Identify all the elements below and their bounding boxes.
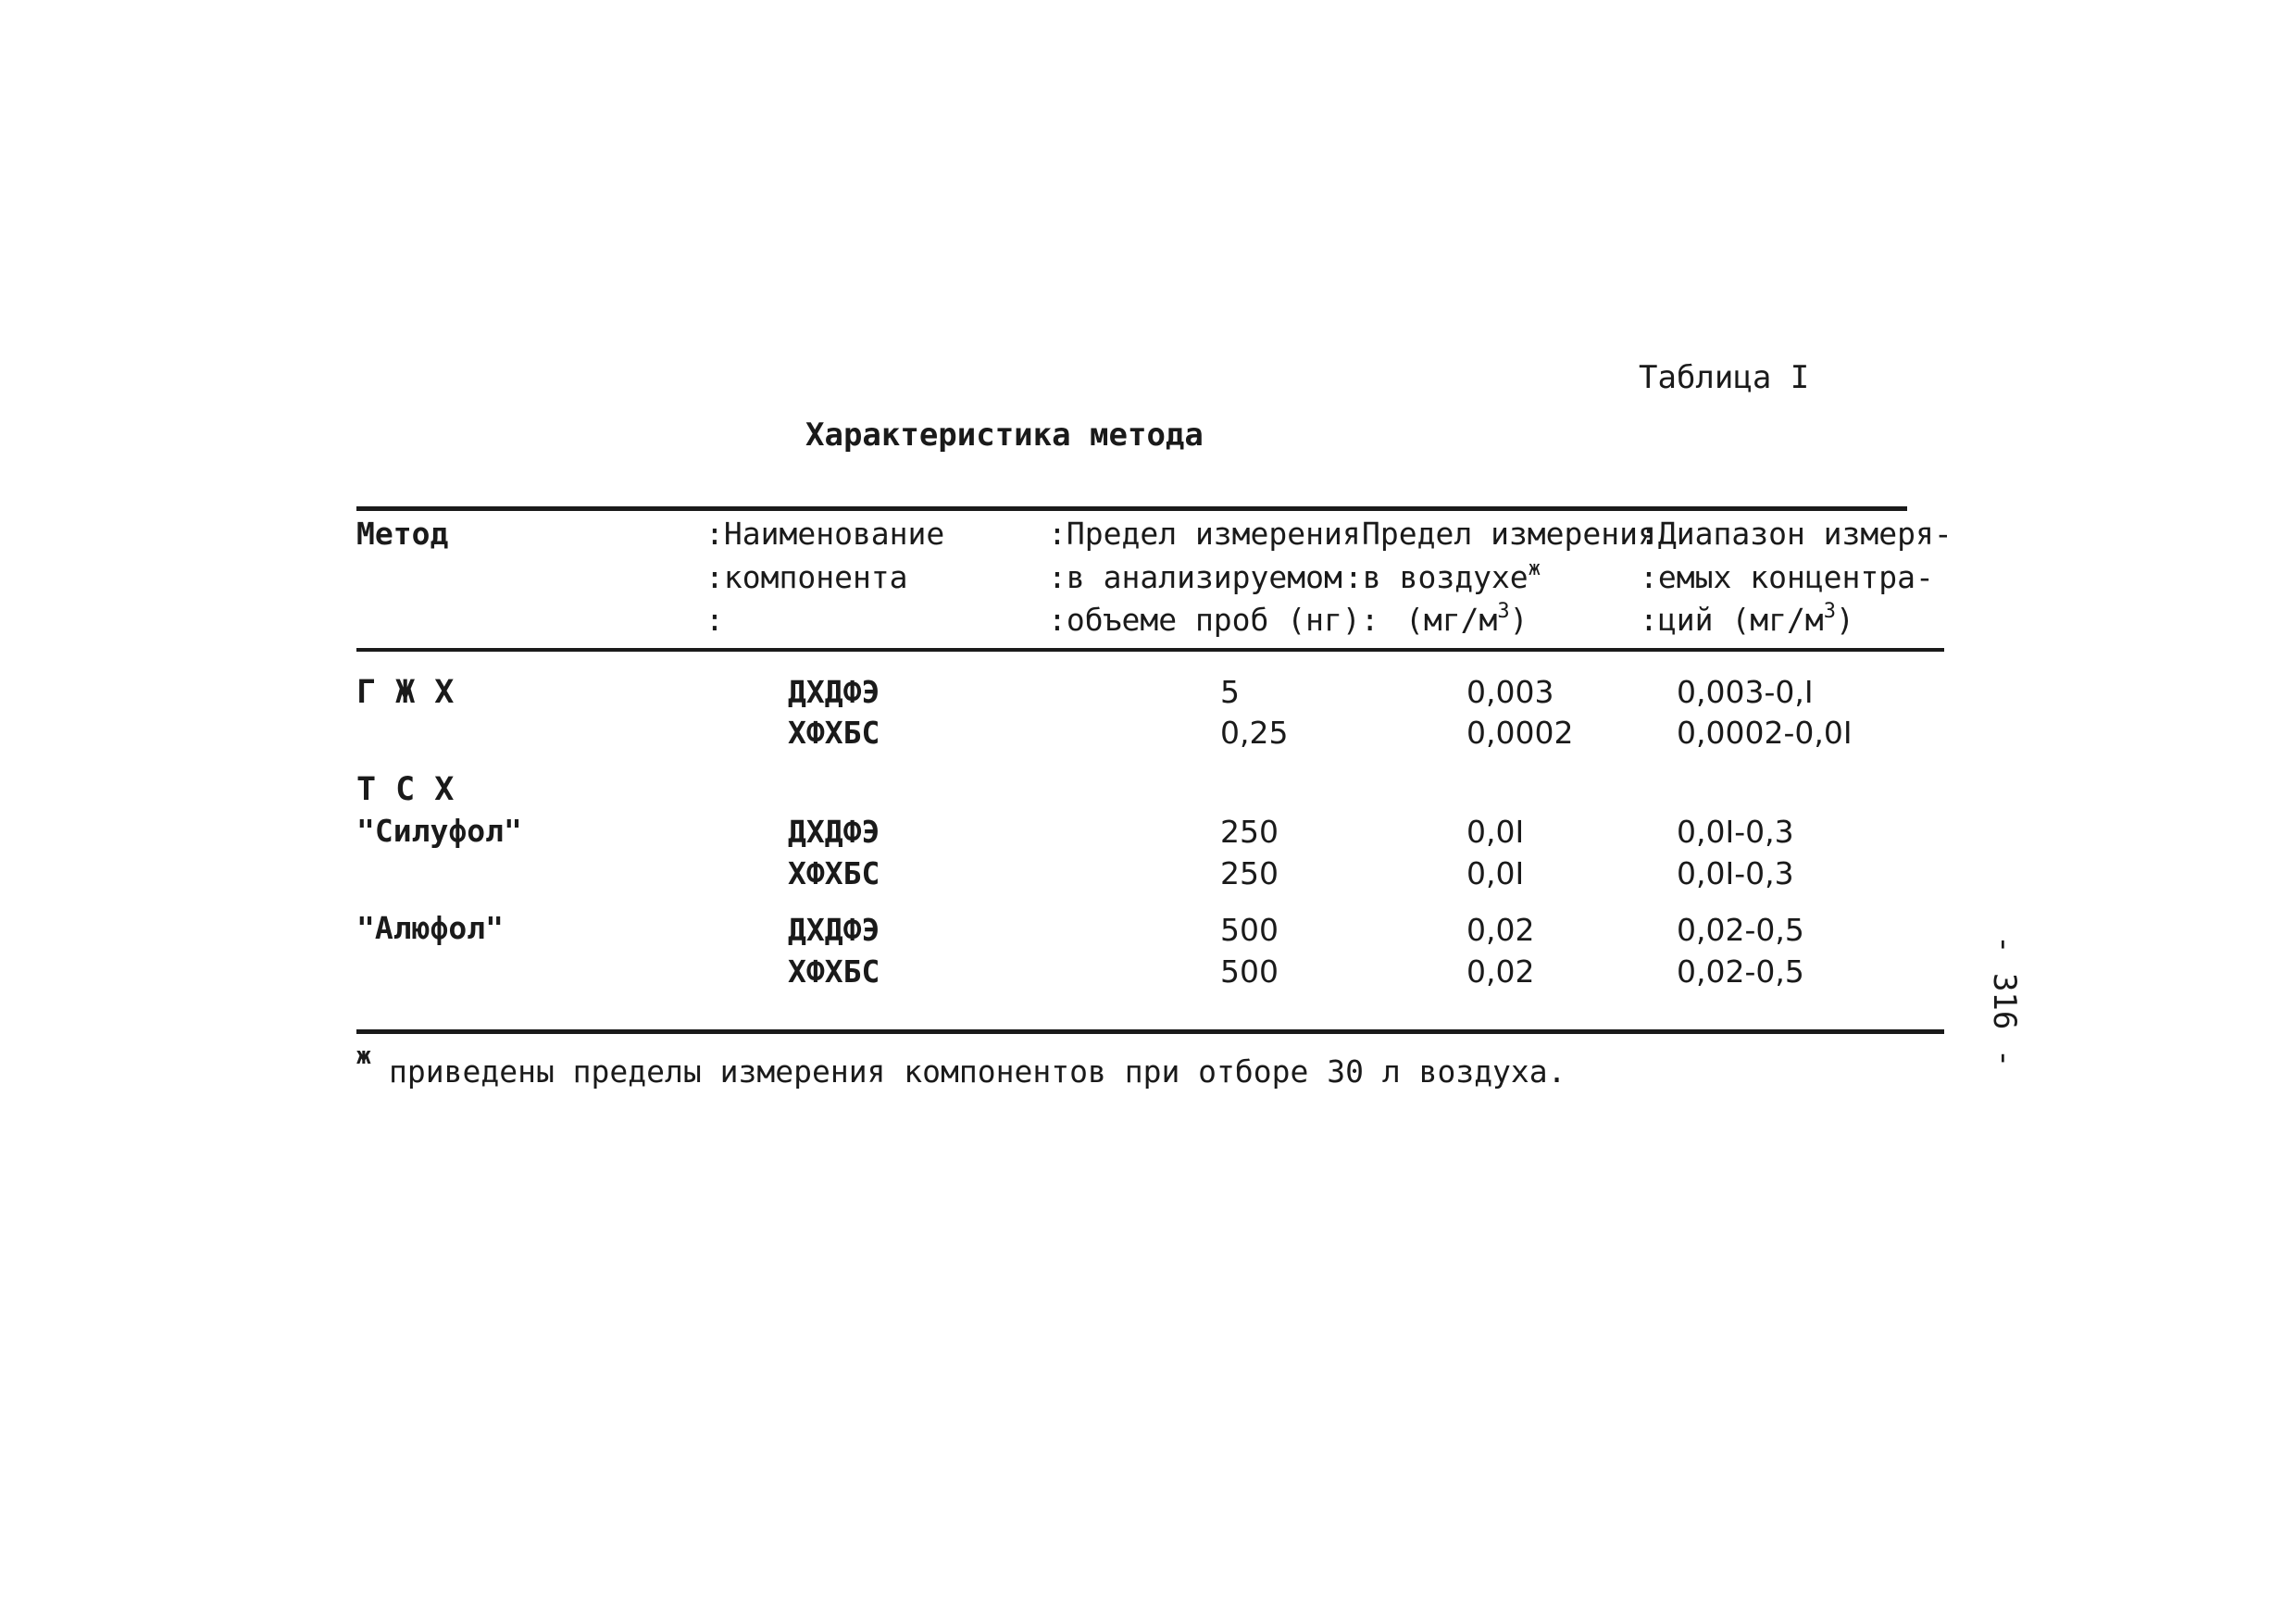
footnote-mark: ж	[356, 1042, 371, 1070]
table-cell-limit-sample: 250	[1220, 814, 1279, 850]
table-cell-component: ДХДФЭ	[788, 912, 880, 948]
header-footnote-mark: ж	[1528, 557, 1541, 580]
table-heading: Характеристика метода	[805, 417, 1204, 454]
table-cell-component: ХФХБС	[788, 953, 880, 990]
header-component-line3: :	[705, 602, 724, 638]
table-cell-limit-air: 0,0I	[1466, 814, 1525, 850]
table-cell-range: 0,0I-0,3	[1677, 855, 1794, 891]
header-limit-air-line3	[1405, 602, 1528, 643]
table-cell-component: ДХДФЭ	[788, 814, 880, 850]
table-cell-range: 0,0002-0,0I	[1677, 715, 1853, 751]
header-limit-air-line1: Предел измерения	[1362, 516, 1656, 552]
table-cell-limit-air: 0,02	[1466, 953, 1535, 990]
header-range-line2: :емых концентра-	[1640, 559, 1934, 595]
header-limit-sample-line3: :объеме проб (нг):	[1048, 602, 1379, 638]
table-cell-range: 0,003-0,I	[1677, 674, 1814, 710]
table-bottom-rule	[356, 1029, 1944, 1034]
table-cell-limit-sample: 0,25	[1220, 715, 1289, 751]
header-range-line3-text: :ций (мг/м	[1640, 602, 1824, 638]
table-cell-component: ДХДФЭ	[788, 674, 880, 710]
header-range-line1: :Диапазон измеря-	[1640, 516, 1953, 552]
header-range-superscript: 3	[1823, 600, 1836, 623]
header-range-close: )	[1835, 602, 1854, 638]
table-cell-limit-sample: 500	[1220, 912, 1279, 948]
table-cell-limit-air: 0,0002	[1466, 715, 1574, 751]
table-cell-range: 0,0I-0,3	[1677, 814, 1794, 850]
header-range-line3	[1640, 602, 1854, 643]
header-component-line2: :компонента	[705, 559, 908, 595]
table-cell-limit-air: 0,003	[1466, 674, 1554, 710]
table-cell-limit-sample: 5	[1220, 674, 1240, 710]
group-label-silufol: "Силуфол"	[356, 813, 522, 849]
footnote-text: приведены пределы измерения компонентов при отборе 30 л воздуха.	[389, 1053, 1566, 1090]
group-label-gzh: Г Ж Х	[356, 674, 455, 711]
table-cell-component: ХФХБС	[788, 855, 880, 891]
header-limit-sample-line1: :Предел измерения	[1048, 516, 1361, 552]
table-cell-limit-sample: 250	[1220, 855, 1279, 891]
table-header-rule	[356, 648, 1944, 652]
table-cell-range: 0,02-0,5	[1677, 912, 1804, 948]
header-component-line1: :Наименование	[705, 516, 945, 552]
group-label-alufol: "Алюфол"	[356, 910, 504, 946]
header-limit-air-line2-text: :в воздухе	[1344, 559, 1529, 595]
header-limit-air-superscript: 3	[1497, 600, 1510, 623]
table-cell-limit-air: 0,0I	[1466, 855, 1525, 891]
table-cell-limit-sample: 500	[1220, 953, 1279, 990]
header-limit-air-line2	[1344, 559, 1541, 601]
table-cell-component: ХФХБС	[788, 715, 880, 751]
group-label-tsh: Т С Х	[356, 771, 455, 808]
table-cell-limit-air: 0,02	[1466, 912, 1535, 948]
table-cell-range: 0,02-0,5	[1677, 953, 1804, 990]
table-label: Таблица I	[1639, 359, 1810, 396]
header-method: Метод	[356, 516, 449, 552]
table-top-rule	[356, 506, 1907, 511]
header-limit-air-line3-text: (мг/м	[1405, 602, 1498, 638]
page-number: - 316 -	[1986, 935, 2023, 1068]
header-limit-air-close: )	[1509, 602, 1529, 638]
header-limit-sample-line2: :в анализируемом	[1048, 559, 1342, 595]
